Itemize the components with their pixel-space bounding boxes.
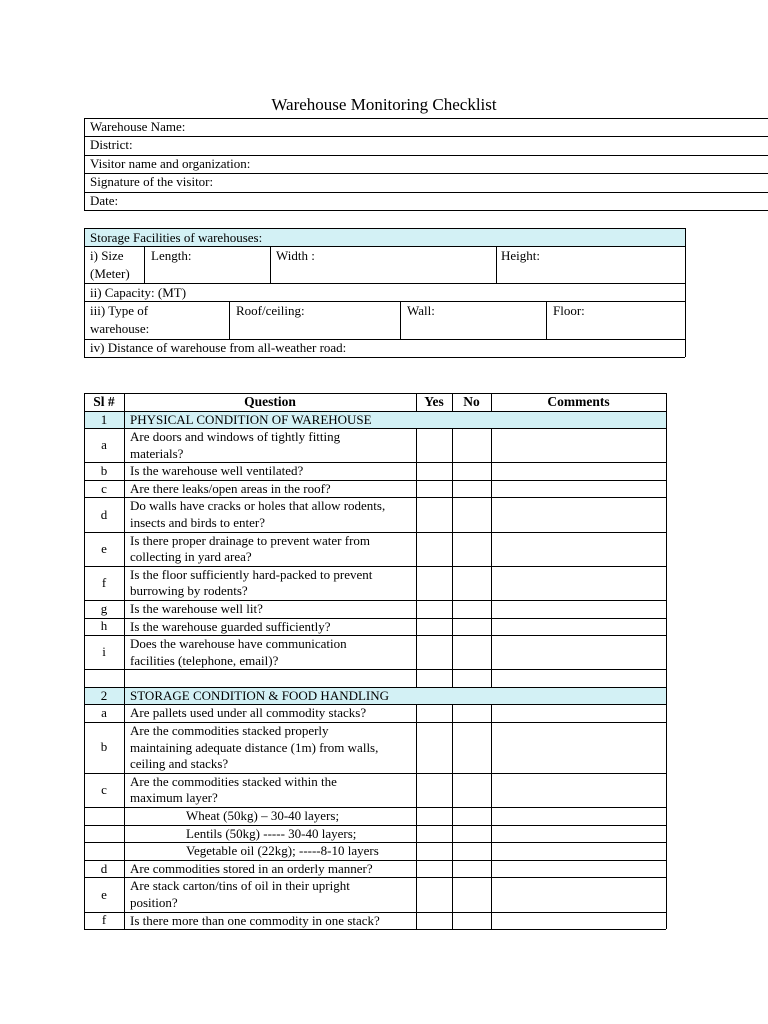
table-rule [84,566,666,567]
table-rule [84,877,666,878]
question-text: Does the warehouse have communication [130,636,347,652]
table-rule [84,687,666,688]
item-letter: e [101,540,107,556]
item-letter: c [101,480,107,496]
item-letter: f [101,574,107,590]
table-rule [84,428,666,429]
item-letter: h [100,618,108,634]
question-text: Are doors and windows of tightly fitting [130,429,341,444]
question-text: collecting in yard area? [130,549,252,565]
item-letter: e [101,886,107,902]
table-rule [84,773,666,774]
table-rule [84,283,685,284]
table-rule [229,301,230,339]
table-rule [84,228,685,229]
question-text: insects and birds to enter? [130,515,266,530]
question-text: Lentils (50kg) ----- 30-40 layers; [186,825,357,841]
item-letter: g [100,600,108,616]
item-letter: c [101,781,107,797]
table-rule [84,807,666,808]
column-header-yes: Yes [424,394,444,409]
storage-header: Storage Facilities of warehouses: [90,230,263,245]
height-label: Height: [501,248,540,263]
table-rule [84,136,768,137]
table-rule [84,825,666,826]
info-field-label: Signature of the visitor: [90,174,214,189]
question-text: maximum layer? [130,790,218,806]
table-rule [84,210,768,211]
table-rule [84,532,666,533]
question-text: Are there leaks/open areas in the roof? [130,480,331,496]
table-rule [491,428,492,687]
question-text: Vegetable oil (22kg); -----8-10 layers [186,843,379,859]
column-header-no: No [463,394,480,409]
question-text: Is the warehouse well ventilated? [130,463,304,479]
type-label: iii) Type of [90,303,149,318]
info-field-label: District: [90,137,133,152]
width-label: Width : [276,248,315,263]
item-letter: f [101,912,107,928]
item-letter: d [100,506,108,522]
capacity-label: ii) Capacity: (MT) [90,285,187,300]
table-rule [84,462,666,463]
table-rule [496,246,497,283]
question-text: Is the warehouse well lit? [130,601,263,616]
section-number: 1 [100,412,108,427]
question-text: position? [130,895,178,910]
section-title: PHYSICAL CONDITION OF WAREHOUSE [130,412,372,427]
table-rule [84,393,666,394]
page-title: Warehouse Monitoring Checklist [271,95,497,114]
item-letter: i [102,644,106,660]
table-rule [416,704,417,929]
table-rule [400,301,401,339]
table-rule [270,246,271,283]
table-rule [84,842,666,843]
question-text: burrowing by rodents? [130,583,248,599]
table-rule [84,635,666,636]
table-rule [84,912,666,913]
table-rule [452,393,453,411]
table-rule [84,929,666,930]
info-field-label: Visitor name and organization: [90,156,251,171]
table-rule [84,480,666,481]
question-text: facilities (telephone, email)? [130,652,279,668]
question-text: Is the floor sufficiently hard-packed to prevent [130,566,373,582]
length-label: Length: [151,248,192,263]
question-text: Wheat (50kg) – 30-40 layers; [186,808,340,823]
question-text: Are commodities stored in an orderly manner? [130,860,373,876]
type-label: warehouse: [90,321,150,336]
table-rule [84,246,685,247]
table-rule [84,860,666,861]
item-letter: b [100,463,108,478]
question-text: Is there proper drainage to prevent water from [130,532,371,548]
info-field-label: Date: [90,193,119,208]
table-rule [546,301,547,339]
table-rule [144,246,145,283]
table-rule [491,393,492,411]
item-letter: a [101,437,107,453]
table-rule [124,393,125,929]
table-rule [84,118,768,119]
table-rule [84,228,85,357]
table-rule [84,497,666,498]
item-letter: a [101,705,107,721]
size-label: (Meter) [90,266,130,281]
table-rule [84,722,666,723]
table-rule [84,669,666,670]
table-rule [452,428,453,687]
table-rule [84,393,85,929]
table-rule [84,600,666,601]
column-header-question: Question [244,394,296,409]
table-rule [84,704,666,705]
table-rule [452,704,453,929]
question-text: Are pallets used under all commodity stacks? [130,705,367,721]
table-rule [84,618,666,619]
question-text: Is the warehouse guarded sufficiently? [130,618,331,634]
distance-label: iv) Distance of warehouse from all-weather road: [90,340,347,355]
section-title: STORAGE CONDITION & FOOD HANDLING [130,688,390,704]
wall-label: Wall: [407,303,435,318]
question-text: Are the commodities stacked within the [130,773,337,789]
table-rule [84,357,685,358]
size-label: i) Size [90,248,124,263]
question-text: materials? [130,445,184,461]
question-text: maintaining adequate distance (1m) from walls, [130,739,379,755]
question-text: Are the commodities stacked properly [130,723,329,738]
item-letter: d [100,860,108,876]
question-text: Is there more than one commodity in one stack? [130,912,380,928]
table-rule [84,301,685,302]
table-rule [84,118,85,210]
table-rule [416,393,417,411]
question-text: Are stack carton/tins of oil in their upright [130,878,350,894]
column-header-sl: Sl # [93,394,115,409]
roof-label: Roof/ceiling: [236,303,305,318]
question-text: ceiling and stacks? [130,756,229,772]
table-rule [84,192,768,193]
table-rule [416,428,417,687]
table-rule [491,704,492,929]
info-field-label: Warehouse Name: [90,119,186,134]
floor-label: Floor: [553,303,585,318]
table-rule [666,393,667,929]
item-letter: b [100,739,108,755]
column-header-comments: Comments [547,394,610,409]
question-text: Do walls have cracks or holes that allow rodents, [130,498,386,514]
table-rule [84,411,666,412]
section-number: 2 [100,688,108,704]
table-rule [685,228,686,357]
